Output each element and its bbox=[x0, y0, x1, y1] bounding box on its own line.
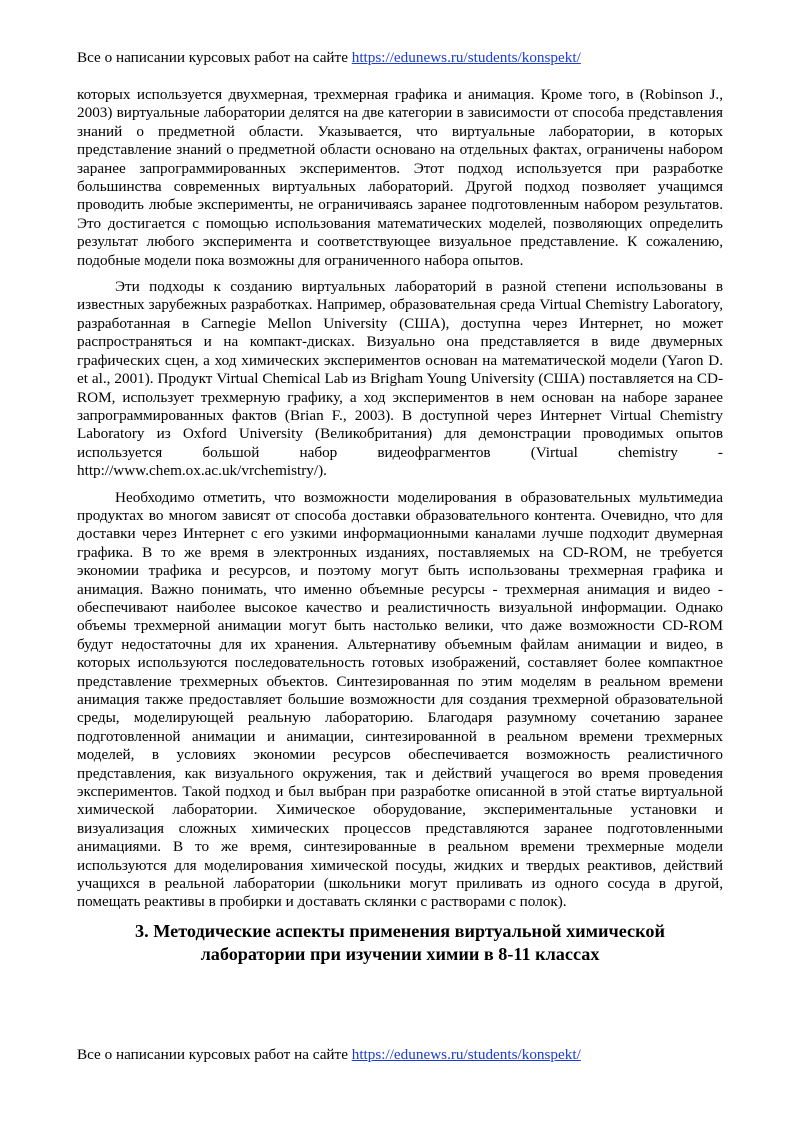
header-text: Все о написании курсовых работ на сайте bbox=[77, 49, 352, 66]
page-header bbox=[77, 48, 581, 68]
page-footer bbox=[77, 1045, 581, 1065]
document-body bbox=[77, 86, 723, 966]
paragraph-foreign-labs: Эти подходы к созданию виртуальных лабораторий в разной степени использованы в известных зарубежных разработках. Например, образовательная среда Virtual Chemistry Laboratory, разработанная в Carnegie Mellon University (США), доступна через Интернет, но может распространяться и на компакт-дисках. Визуально она представляется в виде двумерных графических сцен, а ход химических экспериментов основан на математической модели (Yaron D. et al., 2001). Продукт Virtual Chemical Lab из Brigham Young University (США) поставляется на CD-ROM, использует трехмерную графику, а ход экспериментов в нем основан на наборе заранее запрограммированных фактов (Brian F., 2003). В доступной через Интернет Virtual Chemistry Laboratory из Oxford University (Великобритания) для демонстрации проводимых опытов используется большой набор видеофрагментов (Virtual chemistry - http://www.chem.ox.ac.uk/vrchemistry/). bbox=[77, 278, 723, 480]
footer-link[interactable]: https://edunews.ru/students/konspekt/ bbox=[351, 1046, 581, 1063]
section-heading-line2: лаборатории при изучении химии в 8-11 классах bbox=[200, 943, 600, 964]
paragraph-modeling: Необходимо отметить, что возможности моделирования в образовательных мультимедиа продуктах во многом зависят от способа доставки образовательного контента. Очевидно, что для доставки через Интернет с его узкими информационными каналами лучше подходит двумерная графика. В то же время в электронных изданиях, поставляемых на CD-ROM, не требуется экономии трафика и ресурсов, и поэтому могут быть использованы трехмерная графика и анимация. Важно понимать, что именно объемные ресурсы - трехмерная анимация и видео - обеспечивают наиболее высокое качество и реалистичность визуальной информации. Однако объемы трехмерной анимации могут быть настолько велики, что даже возможности CD-ROM будут недостаточны для их хранения. Альтернативу объемным файлам анимации и видео, в которых используются последовательность готовых изображений, составляет более компактное представление трехмерных объектов. Синтезированная по этим моделям в реальном времени анимация также предоставляет большие возможности для создания трехмерной образовательной среды, моделирующей реальную лабораторию. Благодаря разумному сочетанию заранее подготовленной анимации и анимации, синтезированной в реальном времени трехмерных моделей, в условиях экономии ресурсов обеспечивается возможность реалистичного представления, как визуального окружения, так и действий учащегося во время проведения экспериментов. Такой подход и был выбран при разработке описанной в этой статье виртуальной химической лаборатории. Химическое оборудование, экспериментальные установки и визуализация сложных химических процессов представляются заранее подготовленными анимациями. В то же время, синтезированные в реальном времени трехмерные модели используются для моделирования химической посуды, жидких и твердых реактивов, действий учащихся в реальной лаборатории (школьники могут приливать из одного сосуда в другой, помещать реактивы в пробирки и доставать склянки с растворами с полок). bbox=[77, 488, 723, 911]
section-heading-line1: 3. Методические аспекты применения виртуальной химической bbox=[135, 920, 665, 941]
paragraph-continuation: которых используется двухмерная, трехмерная графика и анимация. Кроме того, в (Robinson J., 2003) виртуальные лаборатории делятся на две категории в зависимости от способа представления знаний о предметной области. Указывается, что виртуальные лаборатории, в которых представление знаний о предметной области основано на отдельных фактах, ограничены набором заранее запрограммированных экспериментов. Этот подход используется при разработке большинства современных виртуальных лабораторий. Другой подход позволяет учащимся проводить любые эксперименты, не ограничиваясь заранее подготовленным набором результатов. Это достигается с помощью использования математических моделей, позволяющих определить результат любого эксперимента и соответствующее визуальное представление. К сожалению, подобные модели пока возможны для ограниченного набора опытов. bbox=[77, 86, 723, 269]
footer-text: Все о написании курсовых работ на сайте bbox=[77, 1046, 352, 1063]
section-heading bbox=[77, 920, 723, 966]
header-link[interactable]: https://edunews.ru/students/konspekt/ bbox=[351, 49, 581, 66]
